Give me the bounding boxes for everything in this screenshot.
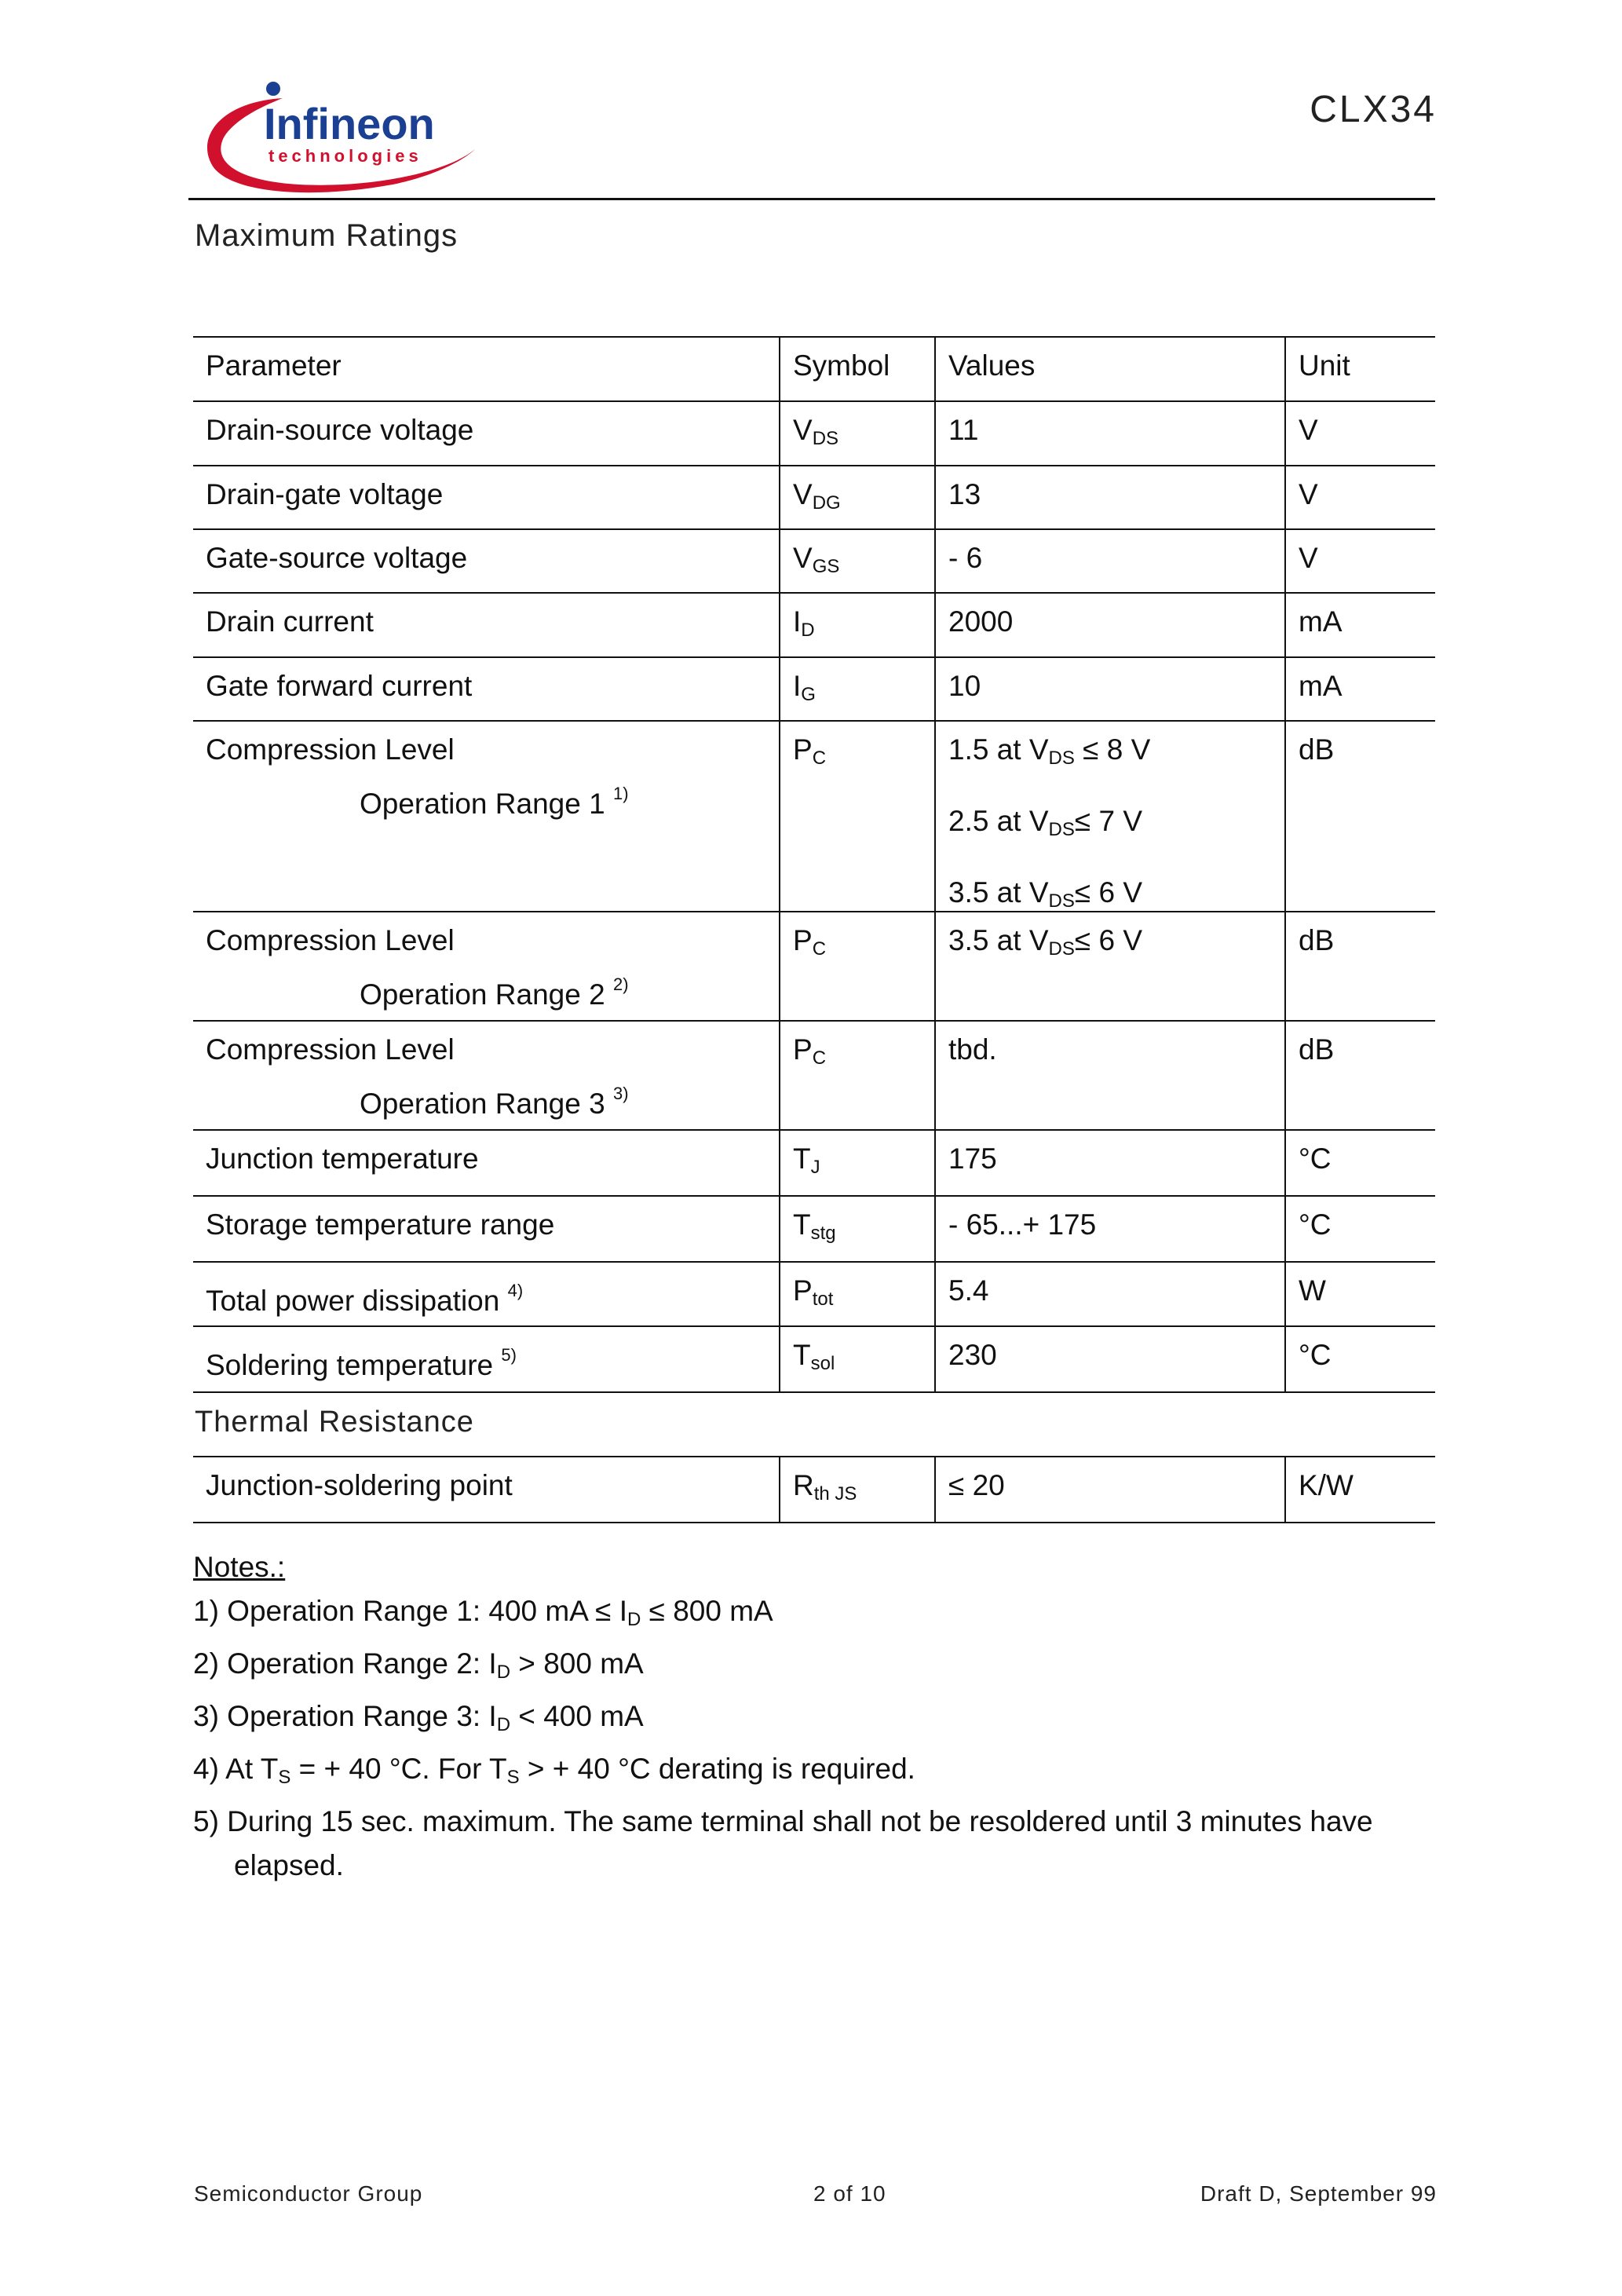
- section-title: Maximum Ratings: [195, 218, 458, 253]
- note-5: 5) During 15 sec. maximum. The same terminal shall not be resoldered until 3 minutes have: [193, 1805, 1373, 1837]
- note-4: 4) At $T_S$ = + 40 °C. For $T_S$ > + 40 °C derating is required.: [193, 1753, 915, 1788]
- param-cell: Gate forward current: [206, 670, 473, 702]
- unit-cell: °C: [1284, 1197, 1435, 1261]
- unit-cell: mA: [1284, 658, 1435, 720]
- value-cell: - 65...+ 175: [934, 1197, 1284, 1261]
- symbol-cell: $P_C$: [779, 912, 934, 1020]
- symbol-cell: $P_C$: [779, 1022, 934, 1129]
- value-cell: 10: [934, 658, 1284, 720]
- header-parameter: Parameter: [206, 349, 342, 382]
- param-cell: Drain current: [206, 605, 374, 638]
- table-row: [193, 530, 1435, 594]
- unit-cell: dB: [1284, 912, 1435, 1020]
- table-row: [193, 912, 1435, 1022]
- table-row: [193, 466, 1435, 530]
- param-cell: Gate-source voltage: [206, 542, 468, 574]
- value-cell: 11: [934, 402, 1284, 465]
- footer-page-number: 2 of 10: [813, 2181, 886, 2206]
- param-cell: Junction temperature: [206, 1143, 479, 1175]
- ratings-table: [193, 336, 1435, 1523]
- footer-left: Semiconductor Group: [194, 2181, 423, 2206]
- param-cell: Junction-soldering point: [206, 1469, 513, 1501]
- value-cell: 175: [934, 1131, 1284, 1195]
- footnote-marker: 1): [612, 784, 629, 803]
- value-line: 3.5 at $V_{DS}\le 6$ V: [948, 876, 1142, 912]
- footnote-marker: 2): [612, 974, 629, 994]
- table-row: [193, 1022, 1435, 1131]
- notes-section: [193, 1545, 1449, 1888]
- param-cell: [193, 912, 779, 1020]
- param-label: Compression Level: [206, 733, 455, 766]
- unit-cell: W: [1284, 1263, 1435, 1325]
- symbol-cell: $T_{stg}$: [779, 1197, 934, 1261]
- symbol-cell: $I_G$: [779, 658, 934, 720]
- unit-cell: mA: [1284, 594, 1435, 656]
- param-label: Compression Level: [206, 1033, 455, 1066]
- value-line: 1.5 at $V_{DS} \le 8$ V: [948, 733, 1151, 769]
- table-row: [193, 1327, 1435, 1393]
- param-cell: Drain-gate voltage: [206, 478, 444, 510]
- value-cell: [934, 912, 1284, 1020]
- param-cell: [193, 1022, 779, 1129]
- symbol-cell: $P_{tot}$: [779, 1263, 934, 1325]
- footnote-marker: 5): [501, 1345, 517, 1365]
- value-cell: 230: [934, 1327, 1284, 1391]
- table-row: [193, 658, 1435, 722]
- header-symbol: Symbol: [779, 338, 934, 400]
- param-cell: Soldering temperature $^{5)}$: [206, 1345, 517, 1381]
- unit-cell: dB: [1284, 1022, 1435, 1129]
- table-row: [193, 402, 1435, 466]
- value-cell: ≤ 20: [934, 1457, 1284, 1522]
- value-line: 3.5 at $V_{DS}\le 6$ V: [948, 924, 1142, 960]
- param-subline: Operation Range 2 $^{2)}$: [360, 974, 629, 1011]
- value-cell: 2000: [934, 594, 1284, 656]
- thermal-resistance-heading-row: [193, 1393, 1435, 1457]
- header-values: Values: [934, 338, 1284, 400]
- value-cell: - 6: [934, 530, 1284, 592]
- param-label: Compression Level: [206, 924, 455, 956]
- document-code: CLX34: [1310, 89, 1437, 130]
- table-row: [193, 1131, 1435, 1197]
- note-5-continued: elapsed.: [234, 1849, 344, 1881]
- symbol-cell: $V_{GS}$: [779, 530, 934, 592]
- infineon-logo-graphic: [196, 75, 479, 208]
- value-cell: tbd.: [934, 1022, 1284, 1129]
- symbol-cell: $I_D$: [779, 594, 934, 656]
- symbol-cell: $V_{DS}$: [779, 402, 934, 465]
- unit-cell: V: [1284, 530, 1435, 592]
- param-cell: Total power dissipation $^{4)}$: [206, 1281, 524, 1317]
- header-rule: [188, 198, 1435, 200]
- symbol-cell: $T_{sol}$: [779, 1327, 934, 1391]
- table-row: [193, 1457, 1435, 1523]
- value-line: 2.5 at $V_{DS}\le 7$ V: [948, 805, 1142, 840]
- logo-tagline: technologies: [269, 146, 422, 166]
- footnote-marker: 3): [612, 1084, 629, 1103]
- note-1: 1) Operation Range 1: 400 mA ≤ $I_D \le 800$ mA: [193, 1595, 773, 1630]
- unit-cell: K/W: [1284, 1457, 1435, 1522]
- symbol-cell: $R_{th JS}$: [779, 1457, 934, 1522]
- table-row: [193, 1263, 1435, 1327]
- footnote-marker: 4): [507, 1281, 524, 1300]
- unit-cell: °C: [1284, 1327, 1435, 1391]
- unit-cell: V: [1284, 466, 1435, 528]
- value-cell: 13: [934, 466, 1284, 528]
- table-row: [193, 722, 1435, 912]
- note-2: 2) Operation Range 2: $I_D > 800$ mA: [193, 1647, 644, 1683]
- symbol-cell: $T_J$: [779, 1131, 934, 1195]
- symbol-cell: $P_C$: [779, 722, 934, 947]
- unit-cell: °C: [1284, 1131, 1435, 1195]
- header-unit: Unit: [1284, 338, 1435, 400]
- table-header-row: [193, 336, 1435, 402]
- value-cell: 5.4: [934, 1263, 1284, 1325]
- footer-right: Draft D, September 99: [1200, 2181, 1437, 2206]
- symbol-cell: $V_{DG}$: [779, 466, 934, 528]
- unit-cell: V: [1284, 402, 1435, 465]
- thermal-resistance-heading: Thermal Resistance: [195, 1406, 474, 1439]
- notes-title: Notes.:: [193, 1551, 286, 1583]
- infineon-logo: [196, 75, 479, 208]
- param-cell: Storage temperature range: [206, 1208, 555, 1241]
- note-3: 3) Operation Range 3: $I_D < 400$ mA: [193, 1700, 644, 1735]
- param-subline: Operation Range 3 $^{3)}$: [360, 1084, 629, 1120]
- logo-wordmark: Infineon: [264, 99, 435, 148]
- param-cell: Drain-source voltage: [206, 414, 474, 446]
- param-subline: Operation Range 1 $^{1)}$: [360, 784, 629, 820]
- table-row: [193, 594, 1435, 658]
- unit-cell: dB: [1284, 722, 1435, 947]
- table-row: [193, 1197, 1435, 1263]
